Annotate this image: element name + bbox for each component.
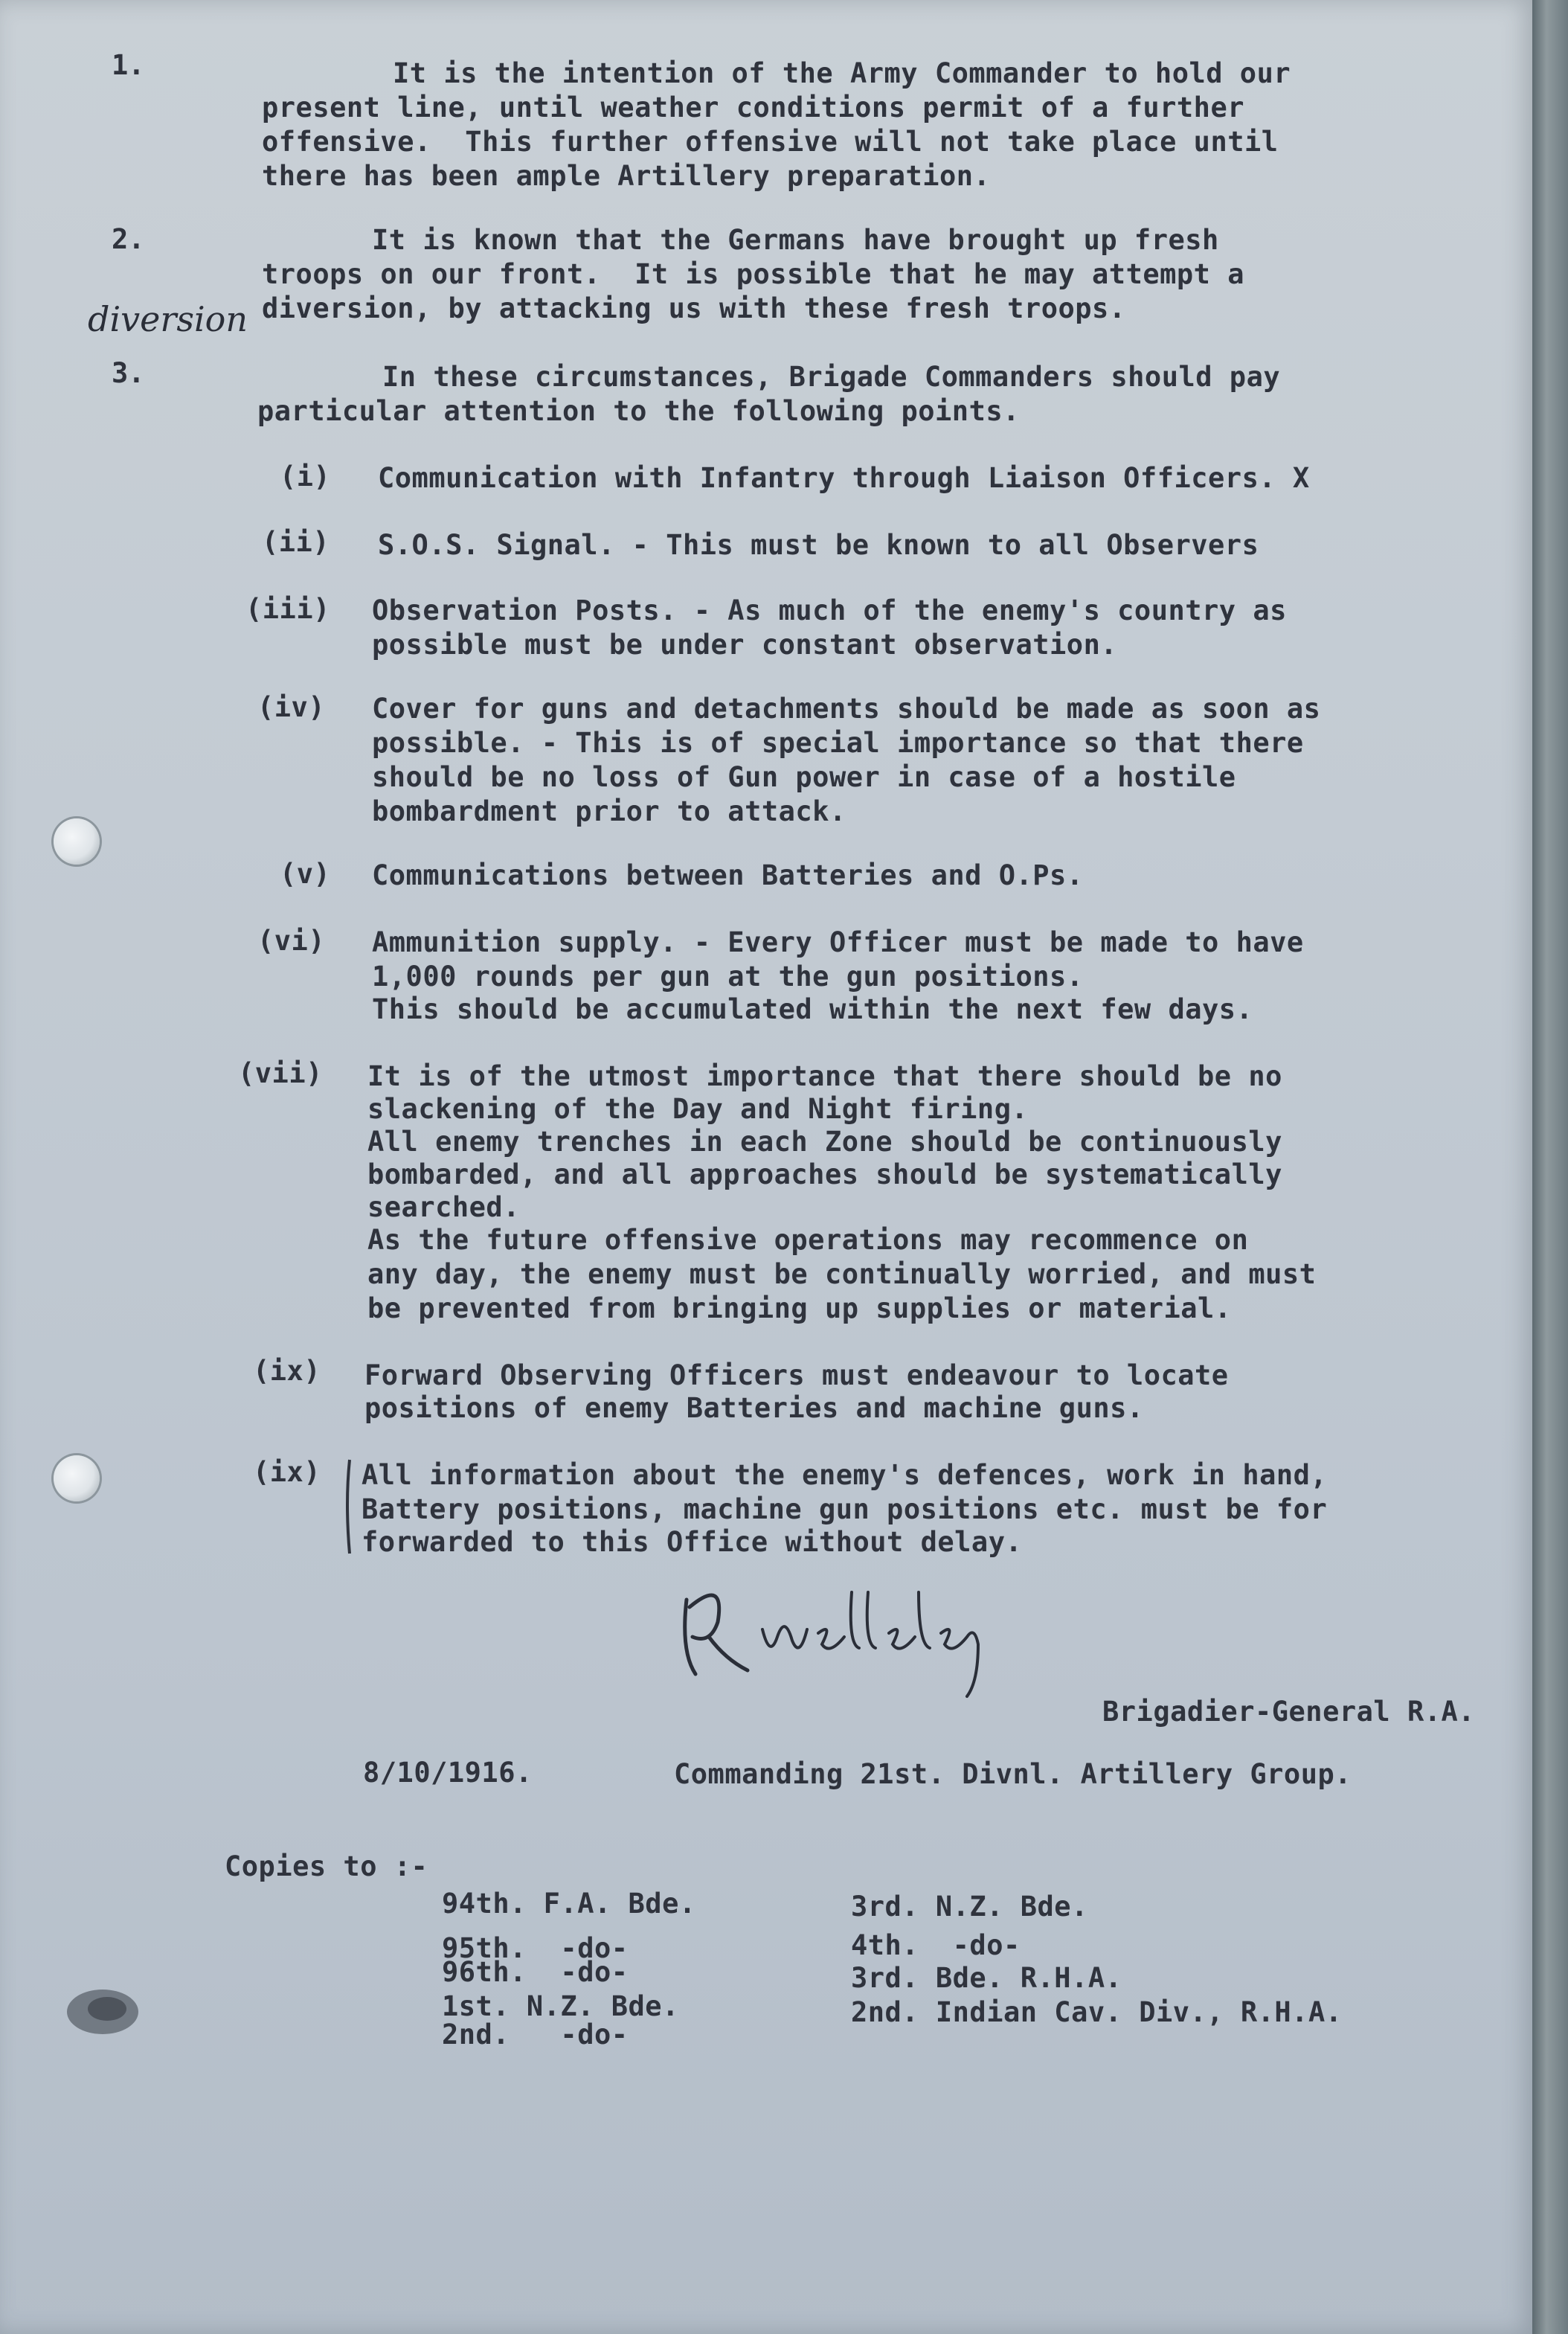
point-number: (iv) xyxy=(257,691,326,723)
para-1-number: 1. xyxy=(112,49,145,81)
point-line: All enemy trenches in each Zone should be continuously xyxy=(367,1126,1282,1158)
para-2-number: 2. xyxy=(112,223,145,255)
para-3-line: particular attention to the following points. xyxy=(257,395,1020,427)
point-number: (vii) xyxy=(238,1057,323,1089)
point-number: (v) xyxy=(280,858,331,890)
point-line: any day, the enemy must be continually worried, and must xyxy=(367,1258,1317,1290)
para-1-line: It is the intention of the Army Commander to hold our xyxy=(393,57,1291,89)
point-line: possible must be under constant observation. xyxy=(372,629,1118,661)
point-line: possible. - This is of special importance so that there xyxy=(372,727,1304,759)
point-line: searched. xyxy=(367,1191,520,1223)
copies-right-item: 3rd. N.Z. Bde. xyxy=(851,1891,1088,1923)
point-line: Ammunition supply. - Every Officer must be made to have xyxy=(372,926,1304,958)
point-line: bombardment prior to attack. xyxy=(372,795,846,827)
copies-left-item: 96th. -do- xyxy=(442,1956,629,1988)
para-2-line: diversion, by attacking us with these fresh troops. xyxy=(262,292,1126,324)
ink-stain xyxy=(60,1979,149,2046)
point-number: (ix) xyxy=(253,1355,321,1387)
para-2-line: troops on our front. It is possible that he may attempt a xyxy=(262,258,1245,290)
point-number: (ii) xyxy=(262,526,330,558)
point-line: 1,000 rounds per gun at the gun positions. xyxy=(372,961,1084,993)
point-line: All information about the enemy's defences, work in hand, xyxy=(362,1459,1328,1491)
copies-right-item: 2nd. Indian Cav. Div., R.H.A. xyxy=(851,1996,1343,2028)
punch-hole xyxy=(54,1455,100,1501)
copies-right-item: 3rd. Bde. R.H.A. xyxy=(851,1962,1122,1994)
point-number: (vi) xyxy=(257,925,326,957)
para-3-number: 3. xyxy=(112,357,145,389)
point-line: As the future offensive operations may recommence on xyxy=(367,1224,1249,1256)
point-line: S.O.S. Signal. - This must be known to all Observers xyxy=(378,529,1259,561)
point-line: Observation Posts. - As much of the enemy's country as xyxy=(372,594,1287,626)
point-line: This should be accumulated within the next few days. xyxy=(372,993,1253,1025)
copies-right-item: 4th. -do- xyxy=(851,1929,1021,1961)
point-line: Communication with Infantry through Liaison Officers. X xyxy=(378,462,1310,494)
document-date: 8/10/1916. xyxy=(363,1757,533,1789)
para-1-line: present line, until weather conditions permit of a further xyxy=(262,92,1245,124)
point-number: (ix) xyxy=(253,1456,321,1488)
point-line: bombarded, and all approaches should be systematically xyxy=(367,1158,1282,1190)
signatory-rank: Brigadier-General R.A. xyxy=(1102,1696,1476,1728)
para-3-line: In these circumstances, Brigade Commanders should pay xyxy=(382,361,1281,393)
copies-left-item: 94th. F.A. Bde. xyxy=(442,1888,696,1920)
para-2-line: It is known that the Germans have brought up fresh xyxy=(372,224,1219,256)
point-line: should be no loss of Gun power in case of a hostile xyxy=(372,761,1236,793)
copies-heading: Copies to :- xyxy=(225,1850,428,1882)
point-number: (i) xyxy=(280,461,331,493)
point-line: Battery positions, machine gun positions etc. must be for xyxy=(362,1493,1328,1525)
page-edge xyxy=(1532,0,1568,2334)
point-line: Cover for guns and detachments should be made as soon as xyxy=(372,693,1321,725)
point-line: be prevented from bringing up supplies or material. xyxy=(367,1292,1232,1324)
point-line: It is of the utmost importance that there should be no xyxy=(367,1060,1282,1092)
point-line: Forward Observing Officers must endeavour to locate xyxy=(364,1359,1229,1391)
copies-left-item: 95th. -do- xyxy=(442,1932,629,1964)
copies-left-item: 2nd. -do- xyxy=(442,2019,629,2051)
point-line: slackening of the Day and Night firing. xyxy=(367,1093,1029,1125)
margin-bracket xyxy=(344,1458,354,1555)
point-number: (iii) xyxy=(245,593,330,625)
copies-left-item: 1st. N.Z. Bde. xyxy=(442,1990,679,2022)
point-line: Communications between Batteries and O.Ps. xyxy=(372,859,1084,891)
para-1-line: offensive. This further offensive will not take place until xyxy=(262,126,1279,158)
point-line: forwarded to this Office without delay. xyxy=(362,1526,1023,1558)
point-line: positions of enemy Batteries and machine guns. xyxy=(364,1392,1144,1424)
punch-hole xyxy=(54,818,100,865)
signatory-command: Commanding 21st. Divnl. Artillery Group. xyxy=(674,1758,1352,1790)
margin-note: diversion xyxy=(88,299,248,339)
para-1-line: there has been ample Artillery preparation. xyxy=(262,160,991,192)
signature-image xyxy=(673,1562,1015,1704)
